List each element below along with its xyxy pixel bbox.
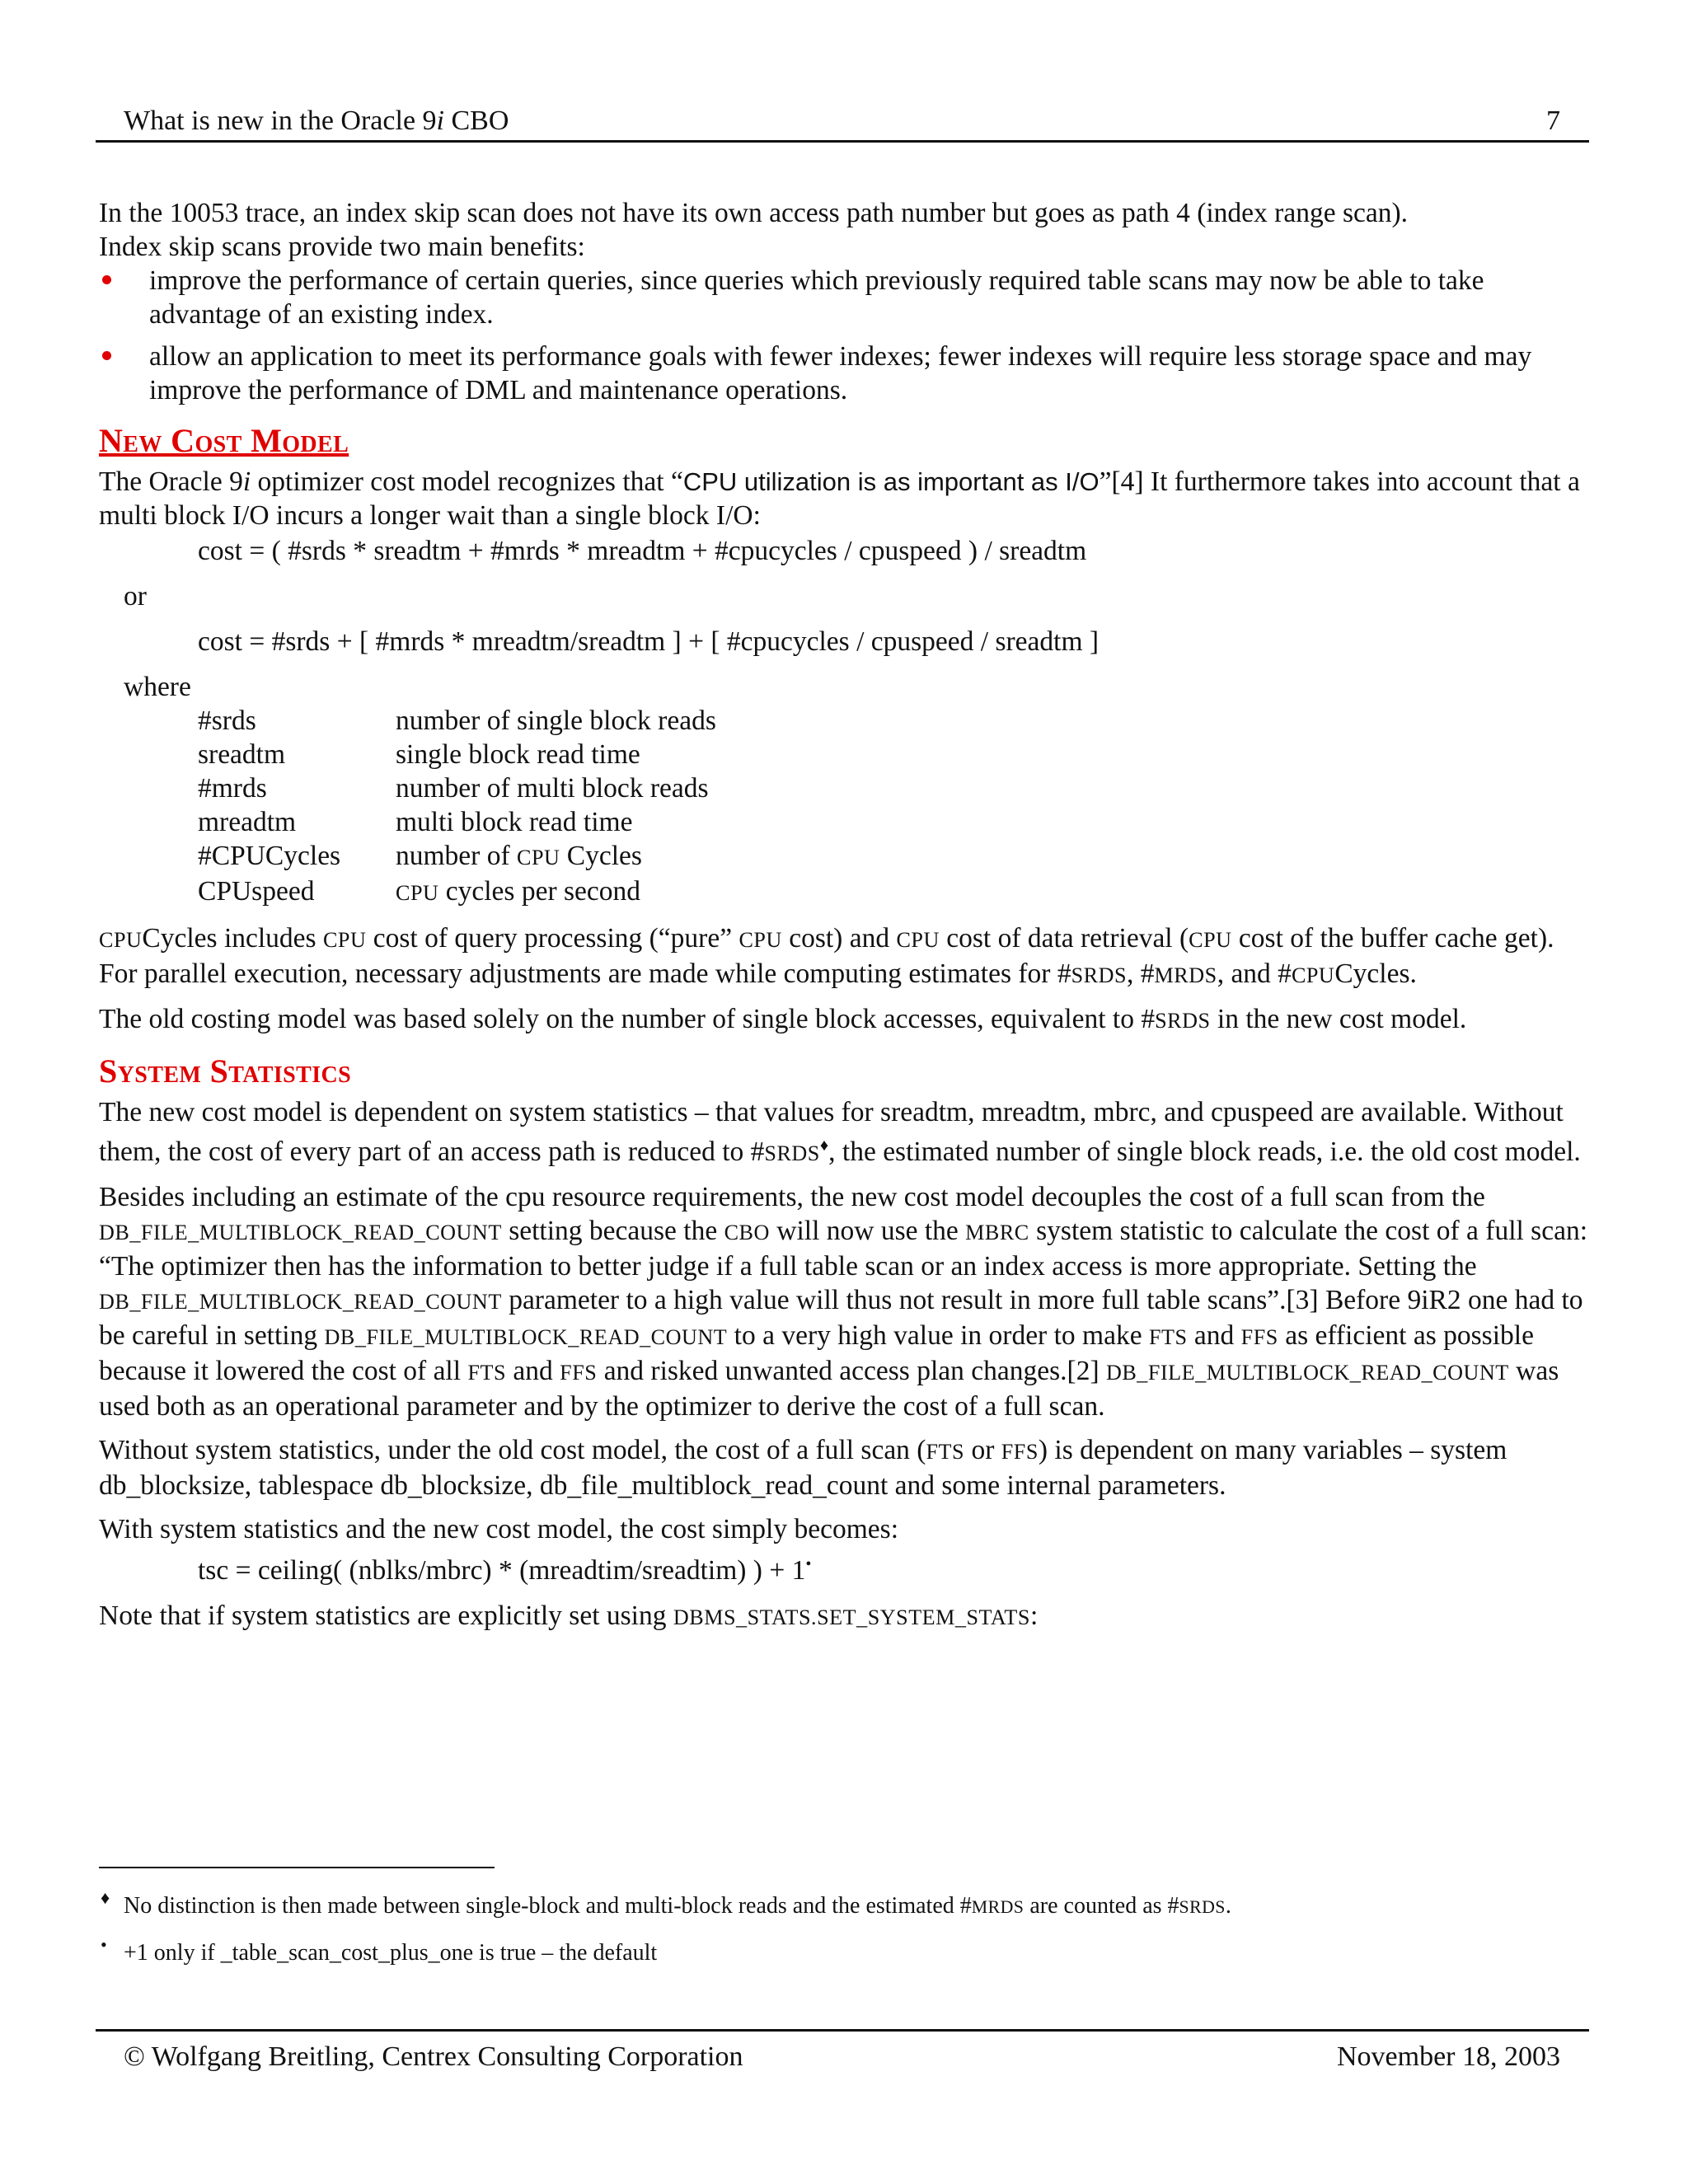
footnote-rule [99, 1867, 495, 1868]
copyright-text: © Wolfgang Breitling, Centrex Consulting Corporation [124, 2041, 743, 2072]
system-stats-paragraph-5: Note that if system statistics are explicitly set using DBMS_STATS.SET_SYSTEM_STATS: [99, 1601, 1039, 1632]
footnote-1: ♦ No distinction is then made between single-block and multi-block reads and the estimated #MRDS are counted as #SRDS. [101, 1887, 1231, 1919]
cost-formula-1: cost = ( #srds * sreadtm + #mrds * mreadtm + #cpucycles / cpuspeed ) / sreadtm [198, 536, 1087, 566]
footer-date: November 18, 2003 [1336, 2041, 1560, 2072]
page-footer [99, 2041, 1589, 2073]
old-cost-paragraph: The old costing model was based solely on the number of single block accesses, equivalent to #SRDS in the new cost model. [99, 1004, 1467, 1034]
benefits-list [99, 264, 1589, 407]
footnotes [99, 1887, 1589, 1985]
definition-row: sreadtm single block read time [198, 739, 640, 770]
where-label: where [124, 672, 191, 702]
bullet-footnote-mark: • [805, 1555, 812, 1574]
document-page [99, 0, 1589, 2184]
header-title: What is new in the Oracle 9i CBO [124, 105, 509, 136]
system-stats-paragraph-2: Besides including an estimate of the cpu resource requirements, the new cost model decouples the cost of a full scan from the DB_FILE_MULTIBLOCK_READ_COUNT setting because the CBO will now use the MBRC system statistic to calculate the cost of a full scan: “The optimizer then has the information to better judge if a full table scan or an index access is more appropriate. Setting the DB_FILE_MULTIBLOCK_READ_COUNT parameter to a high value will thus not result in more full table scans”.[3] Before 9iR2 one had to be careful in setting DB_FILE_MULTIBLOCK_READ_COUNT to a very high value in order to make FTS and FFS as efficient as possible because it lowered the cost of all FTS and FFS and risked unwanted access plan changes.[2] DB_FILE_MULTIBLOCK_READ_COUNT was used both as an operational parameter and by the optimizer to derive the cost of a full scan. [99, 1182, 1588, 1422]
page-number: 7 [1546, 105, 1560, 136]
definitions-table [198, 704, 1589, 910]
footnote-2: • +1 only if _table_scan_cost_plus_one is true – the default [101, 1934, 658, 1966]
definition-row: #srds number of single block reads [198, 705, 716, 736]
section-heading-new-cost-model: New Cost Model [99, 422, 349, 459]
header-rule [96, 140, 1589, 143]
definition-row: CPUspeed CPU cycles per second [198, 876, 641, 907]
definition-row: #mrds number of multi block reads [198, 773, 709, 804]
list-item: improve the performance of certain queries, since queries which previously required table scans may now be able to take advantage of an existing index. [99, 264, 1589, 331]
cpu-cycles-paragraph: CPUCycles includes CPU cost of query processing (“pure” CPU cost) and CPU cost of data retrieval (CPU cost of the buffer cache get). For parallel execution, necessary adjustments are made while computing estimates for #SRDS, #MRDS, and #CPUCycles. [99, 923, 1554, 989]
list-item: allow an application to meet its performance goals with fewer indexes; fewer indexes will require less storage space and may improve the performance of DML and maintenance operations. [99, 340, 1589, 407]
or-label: or [124, 581, 147, 612]
page-header [99, 105, 1589, 137]
intro-paragraph-2: Index skip scans provide two main benefits: [99, 232, 585, 262]
page-body [99, 196, 1589, 1644]
diamond-footnote-mark: ♦ [819, 1137, 829, 1155]
cost-formula-2: cost = #srds + [ #mrds * mreadtm/sreadtm ] + [ #cpucycles / cpuspeed / sreadtm ] [198, 626, 1100, 657]
bullet-icon [102, 275, 111, 284]
tsc-formula: tsc = ceiling( (nblks/mbrc) * (mreadtim/sreadtim) ) + 1• [198, 1555, 812, 1586]
footer-rule [96, 2029, 1589, 2032]
bullet-icon [102, 351, 111, 360]
definition-row: #CPUCycles number of CPU Cycles [198, 841, 642, 871]
intro-paragraph-1: In the 10053 trace, an index skip scan does not have its own access path number but goes as path 4 (index range scan). [99, 198, 1408, 228]
section-heading-system-statistics: System Statistics [99, 1052, 352, 1090]
definition-row: mreadtm multi block read time [198, 807, 633, 837]
system-stats-paragraph-4: With system statistics and the new cost model, the cost simply becomes: [99, 1514, 898, 1545]
system-stats-paragraph-1: The new cost model is dependent on system statistics – that values for sreadtm, mreadtm, mbrc, and cpuspeed are available. Without them, the cost of every part of an access path is reduced to #SRDS♦, the estimated number of single block reads, i.e. the old cost model. [99, 1097, 1581, 1168]
cost-model-paragraph: The Oracle 9i optimizer cost model recognizes that “CPU utilization is as important as I/O”[4] It furthermore takes into account that a multi block I/O incurs a longer wait than a single block I/O: [99, 466, 1580, 531]
system-stats-paragraph-3: Without system statistics, under the old cost model, the cost of a full scan (FTS or FFS) is dependent on many variables – system db_blocksize, tablespace db_blocksize, db_file_multiblock_read_count and some internal parameters. [99, 1435, 1507, 1502]
